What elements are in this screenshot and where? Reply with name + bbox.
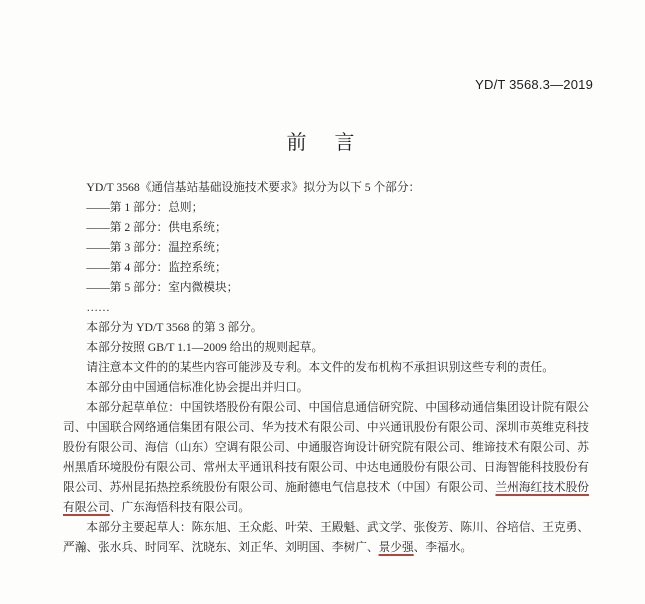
paragraph [63, 198, 589, 218]
paragraph [63, 378, 589, 398]
text-segment: ——第 2 部分：供电系统； [86, 221, 227, 234]
text-segment: 请注意本文件的的某些内容可能涉及专利。本文件的发布机构不承担识别这些专利的责任。 [86, 361, 554, 374]
text-segment: 本部分由中国通信标准化协会提出并归口。 [86, 381, 309, 394]
text-segment: 本部分主要起草人：陈东旭、王众彪、叶荣、王殿魁、武文学、张俊芳、陈川、谷培信、王克勇、严瀚、张水兵、时同军、沈晓东、刘正华、刘明国、李树广、 [63, 521, 589, 554]
paragraph [63, 258, 589, 278]
foreword-body [63, 178, 589, 558]
paragraph [63, 178, 589, 198]
text-segment: 、李福水。 [413, 541, 473, 554]
paragraph [63, 238, 589, 258]
red-underlined-text: 兰州海红技术股份有限公司 [63, 481, 589, 514]
standard-number: YD/T 3568.3—2019 [475, 77, 593, 92]
text-segment: …… [86, 301, 110, 314]
text-segment: ——第 5 部分：室内微模块； [86, 281, 239, 294]
paragraph [63, 338, 589, 358]
text-segment: YD/T 3568《通信基站基础设施技术要求》拟分为以下 5 个部分： [86, 181, 421, 194]
paragraph [63, 218, 589, 238]
paragraph [63, 318, 589, 338]
text-segment: 本部分按照 GB/T 1.1—2009 给出的规则起草。 [86, 341, 324, 354]
page-title: 前 言 [286, 132, 359, 154]
text-segment: ——第 4 部分：监控系统； [86, 261, 227, 274]
paragraph [63, 398, 589, 518]
text-segment: ——第 3 部分：温控系统； [86, 241, 227, 254]
text-segment: 、广东海悟科技有限公司。 [109, 501, 251, 514]
text-segment: 本部分为 YD/T 3568 的第 3 部分。 [86, 321, 263, 334]
text-segment: 本部分起草单位：中国铁塔股份有限公司、中国信息通信研究院、中国移动通信集团设计院有限公司、中国联合网络通信集团有限公司、华为技术有限公司、中兴通讯股份有限公司、深圳市英维克科技股份有限公司、海信（山东）空调有限公司、中通服咨询设计研究院有限公司、维谛技术有限公司、苏州黑盾环境股份有限公司、常州太平通讯科技有限公司、中达电通股份有限公司、日海智能科技股份有限公司、苏州昆拓热控系统股份有限公司、施耐德电气信息技术（中国）有限公司、 [63, 401, 589, 494]
red-underlined-text: 景少强 [378, 541, 414, 554]
paragraph [63, 518, 589, 558]
text-segment: ——第 1 部分：总则； [86, 201, 204, 214]
paragraph [63, 298, 589, 318]
paragraph [63, 358, 589, 378]
paragraph [63, 278, 589, 298]
